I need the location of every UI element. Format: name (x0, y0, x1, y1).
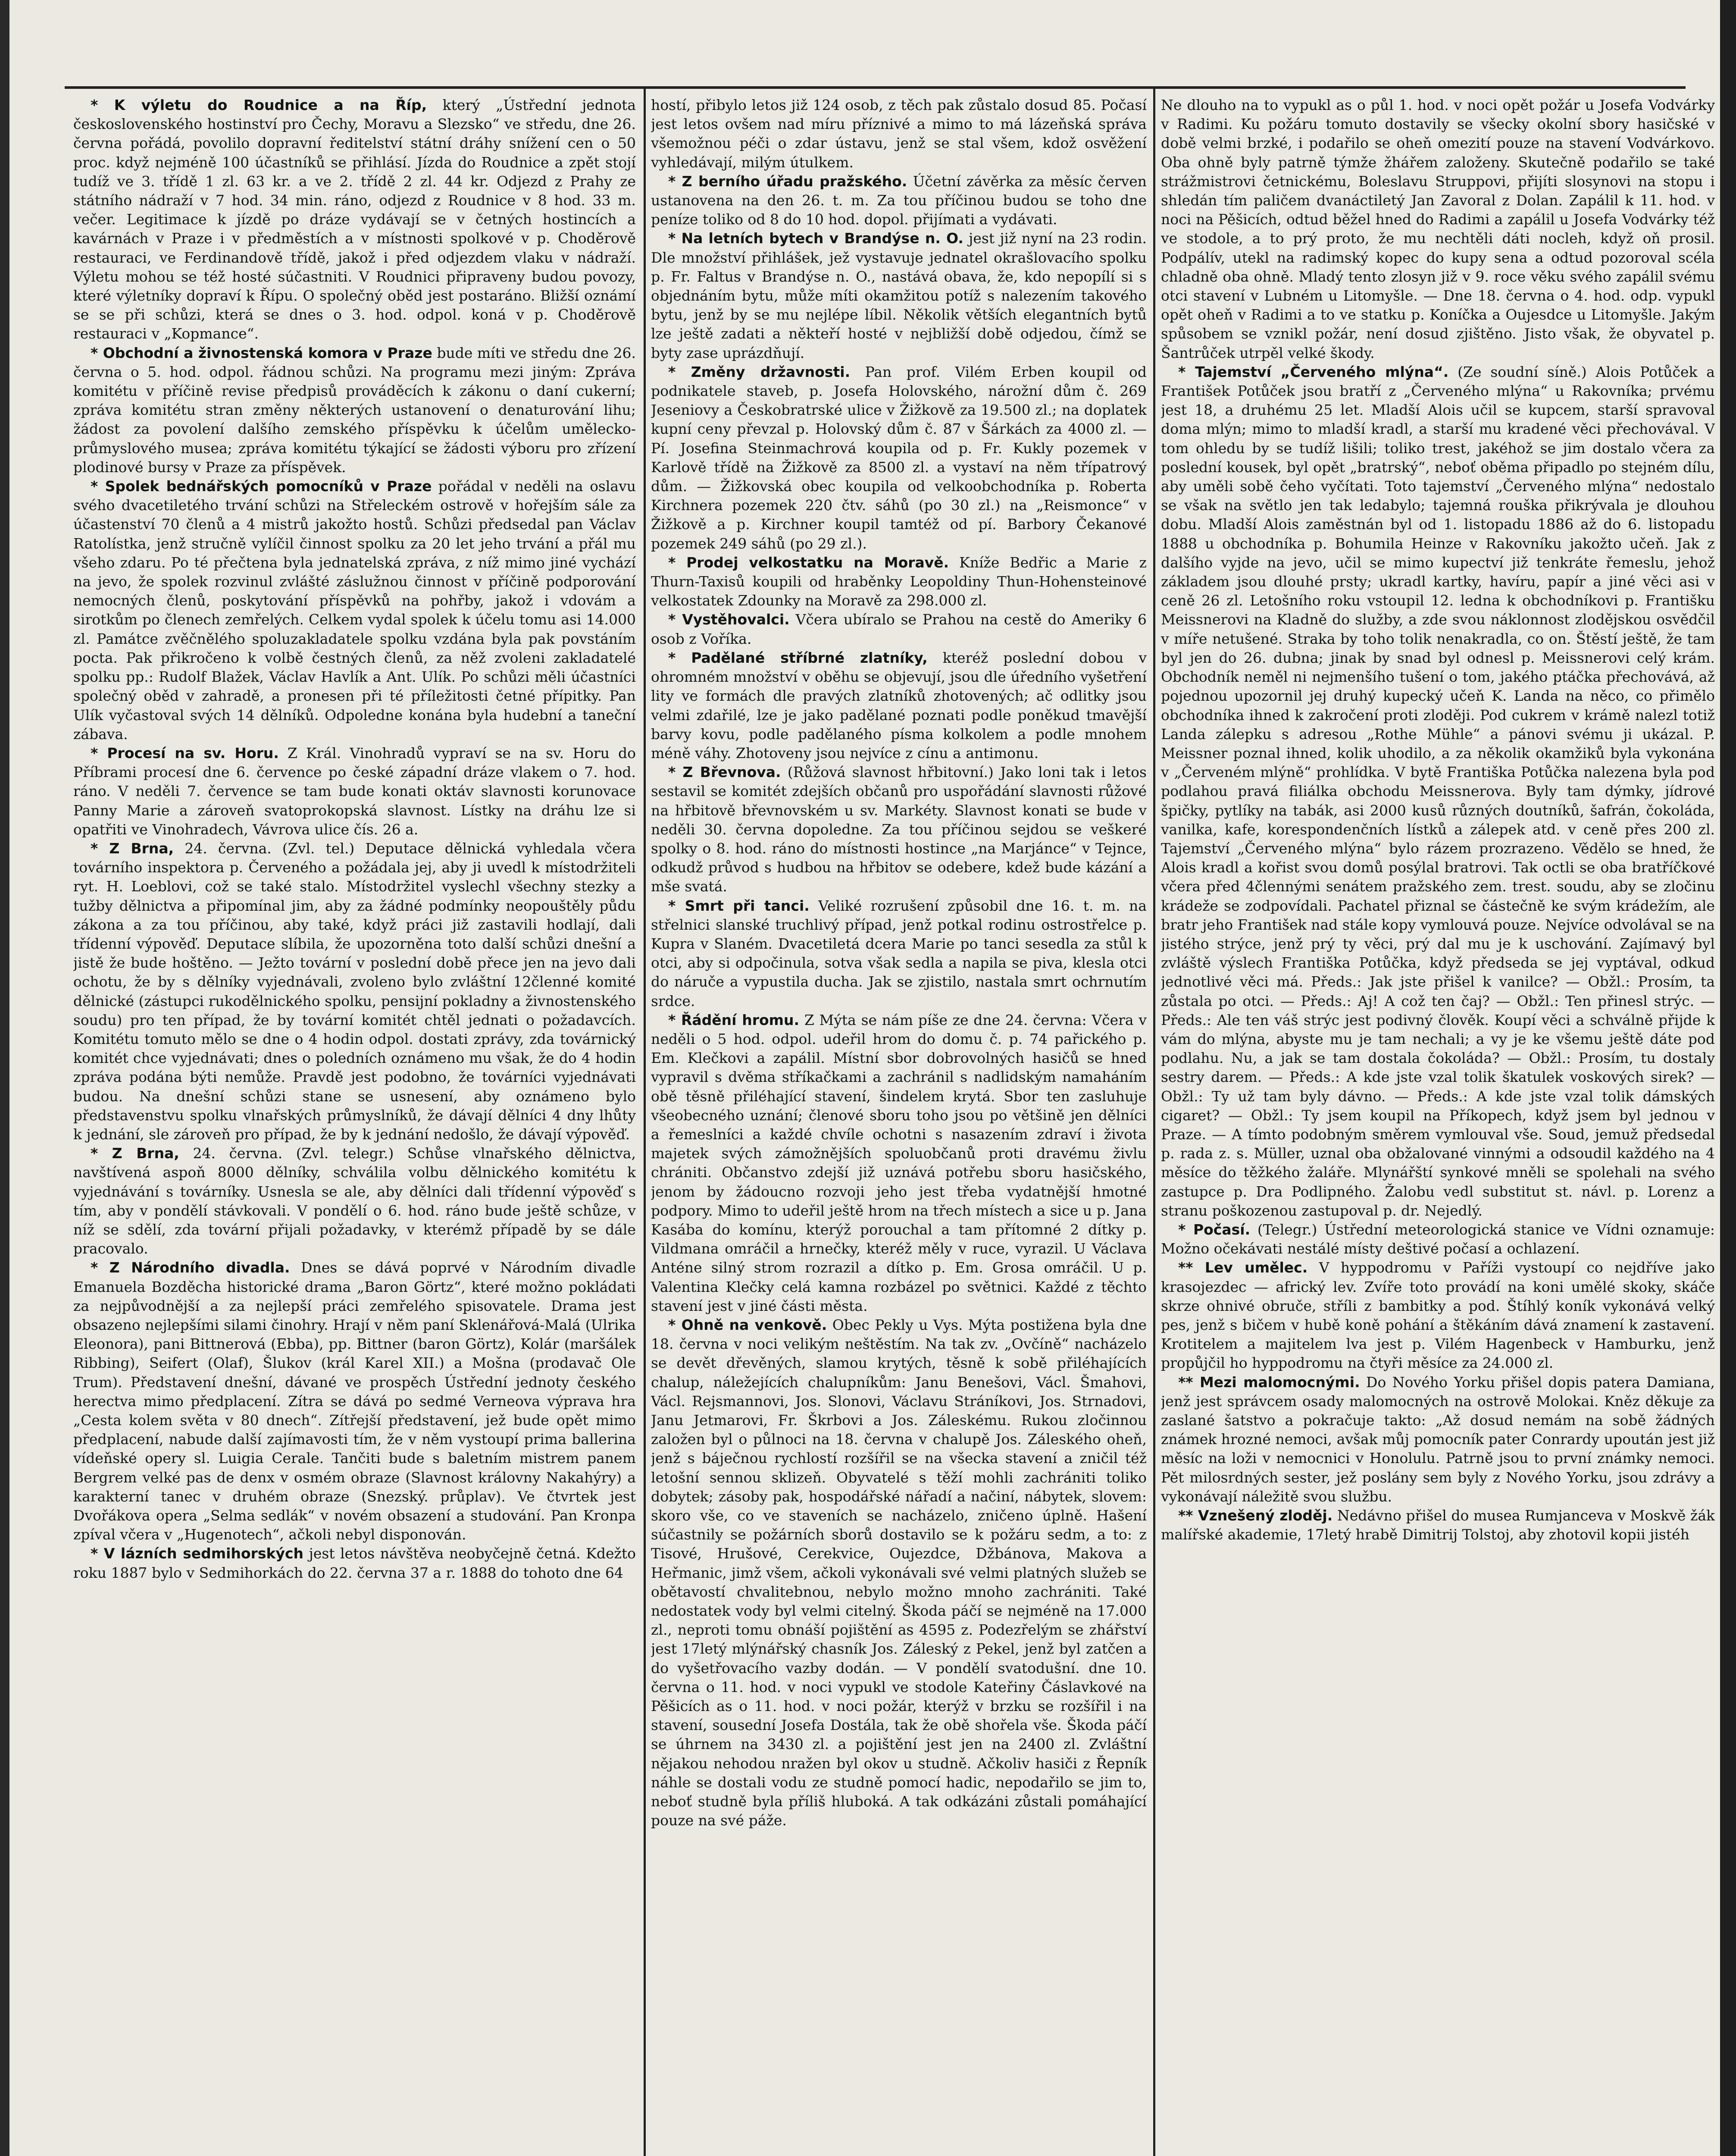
article-heading: * Z Břevnova. (668, 764, 781, 781)
article-text: Účetní závěrka za měsíc červen ustanovena na den 26. t. m. Za tou příčinou budou se toho dne peníze toliko od 8 do 10 hod. dopol. přijímati a vydávati. (651, 172, 1147, 228)
article-text: Obec Pekly u Vys. Mýta postižena byla dne 18. června v noci velikým neštěstím. Na tak zv. „Ovčíně“ nacházelo se devět dřevěných, slamou krytých, těsně k sobě přiléhajících chalup, náležejících chalupníkům: Janu Benešovi, Václ. Šmahovi, Václ. Rejsmannovi, Jos. Slonovi, Václavu Stráníkovi, Jos. Strnadovi, Janu Jetmarovi, Fr. Škrbovi a Jos. Záleskému. Rukou zločinnou založen byl o půlnoci na 18. června v chalupě Jos. Záleského oheň, jenž s báječnou rychlostí rozšířil se na všecka stavení a zničil též letošní sennou sklizeň. Obyvatelé s těží mohli zachrániti toliko dobytek; zásoby pak, hospodářské nářadí a načiní, nábytek, slovem: skoro vše, co ve staveních se nacházelo, zničeno úplně. Hašení súčastnily se požárních sborů dostavilo se k požáru sedm, a to: z Tisové, Hrušové, Cerekvice, Oujezdce, Džbánova, Makova a Heřmanic, jimž všem, ačkoli vykonávali své velmi platných služeb se obětavostí chvalitebnou, nebylo možno mnoho zachrániti. Také nedostatek vody byl velmi citelný. Škoda páčí se nejméně na 17.000 zl., neproti tomu obnáší pojištění as 4595 z. Podezřelým se zhářství jest 17letý mlýnářský chasník Jos. Záleský z Pekel, jenž byl zatčen a do vyšetřovacího vazby dodán. — V pondělí svatodušní. dne 10. června o 11. hod. v noci vypukl ve stodole Kateřiny Čáslavkové na Pěšicích as o 11. hod. v noci požár, kterýž v brzku se rozšířil i na stavení, sousední Josefa Dostála, tak že obě shořela vše. Škoda páčí se úhrnem na 3430 zl. a pojištění jest jen na 2400 zl. Zvláštní nějakou nehodou nražen byl okov u studně. Ačkoliv hasiči z Řepník náhle se dostali vodu ze studně pomocí hadic, nepodařilo se jim to, neboť studně byla příliš hluboká. A tak odkázáni zůstali pomáhající pouze na své páže. (651, 1316, 1147, 1829)
article-heading: * Z berního úřadu pražského. (668, 172, 907, 190)
article-text: Včera ubíralo se Prahou na cestě do Ameriky 6 osob z Voříka. (651, 611, 1147, 647)
article-paragraph (651, 229, 1147, 362)
article-text: bude míti ve středu dne 26. června o 5. hod. odpol. řádnou schůzi. Na programu mezi jiným: Zpráva komitétu v příčině revise předpisů prováděcích k zákonu o daní cukerní; zpráva komitétu stran změny některých ustanovení o denaturování lihu; žádost za povolení dalšího zemského příspěvku k účelům umělecko-průmyslového musea; zpráva komitétu týkající se žádosti výboru pro zřízení plodinové bursy v Praze za příspěvek. (73, 344, 636, 476)
article-paragraph (1161, 1220, 1715, 1258)
article-text: Ne dlouho na to vypukl as o půl 1. hod. v noci opět požár u Josefa Vodvárky v Radimi. Ku požáru tomuto dostavily se všecky okolní sbory hasičské v době velmi brzké, i podařilo se oheň omezití pouze na stavení Vodvárkovo. Oba ohně byly patrně týmže žhářem založeny. Skutečně podařilo se také strážmistrovi četnickému, Boleslavu Struppovi, přijíti slosynovi na stopu i shledán tím paličem dvanáctiletý Jan Zavoral z Dolan. Zapálil k 11. hod. v noci na Pěšicích, odtud běžel hned do Radimi a zapálil u Josefa Vodvárky též ve stodole, a to prý proto, že mu nechtěli dáti nocleh, když oň prosil. Podpálív, utekl na radimský kopec do kupy sena a odtud pozoroval scéla chladně oba ohně. Mladý tento zlosyn již v 9. roce věku svého zapálil svému otci stavení v Lubném u Litomyšle. — Dne 18. června o 4. hod. odp. vypukl opět oheň v Radimi a to ve statku p. Koníčka a Oujesdce u Litomyšle. Jakým spůsobem se vznikl požár, není dosud zjištěno. Jisto však, že obyvatel p. Šantrůček utrpěl velké škody. (1161, 97, 1715, 361)
column-divider-2 (1153, 89, 1155, 2156)
article-paragraph (651, 896, 1147, 1011)
article-paragraph (651, 363, 1147, 553)
column-2 (651, 96, 1147, 2156)
article-text: Nedávno přišel do musea Rumjanceva v Moskvě žák malířské akademie, 17letý hrabě Dimitrij Tolstoj, aby zhotovil kopii jistéh (1161, 1507, 1715, 1543)
article-heading: * Prodej velkostatku na Moravě. (668, 554, 949, 571)
article-paragraph (73, 1144, 636, 1258)
article-paragraph (1161, 96, 1715, 363)
scan-edge-left (0, 0, 9, 2156)
article-text: Z Mýta se nám píše ze dne 24. června: Včera v neděli o 5 hod. odpol. udeřil hrom do domu č. p. 74 pařického p. Em. Klečkovi a zapálil. Místní sbor dobrovolných hasičů se hned vypravil s dvěma stříkačkami a zachránil s nadlidským namaháním obě těsně přiléhající stavení, šindelem krytá. Sbor ten zasluhuje všeobecného uznání; členové sboru toho jsou po většině jen dělníci a řemeslníci a každé chvíle ochotni s nasazením zdraví i života majetek svých zámožnějších spoluobčanů proti dravému živlu chrániti. Občanstvo zdejší již uznává potřebu sboru hasičského, jenom by žádoucno rozvoji jeho jest třeba vydatnější hmotné podpory. Mimo to udeřil ještě hrom na třech místech a sice u p. Jana Kasába do komínu, kterýž porouchal a tam přítomné 2 dítky p. Vildmana omráčil a hrnečky, kteréž měly v ruce, vyrazil. U Václava Anténe silný strom rozrazil a dítko p. Em. Grosa omráčil. U p. Valentina Klečky celá kamna rozbázel po světnici. Každé z těchto stavení jest v jiné části města. (651, 1011, 1147, 1314)
article-text: kteréž poslední dobou v ohromném množství v oběhu se objevují, jsou dle úředního vyšetření lity ve formách dle pravých zlatníků zhotovených; ač odlitky jsou velmi zdařilé, lze je jako padělané poznati podle poněkud tmavější barvy kovu, podle padělaného písma kolkolem a podle mnohem méně váhy. Zhotoveny jsou nejvíce z cínu a antimonu. (651, 649, 1147, 761)
column-3 (1161, 96, 1715, 2156)
article-paragraph (73, 1258, 636, 1544)
article-text: (Telegr.) Ústřední meteorologická stanice ve Vídni oznamuje: Možno očekávati nestálé místy deštivé počasí a ochlazení. (1161, 1221, 1715, 1257)
article-text: 24. června. (Zvl. telegr.) Schůse vlnařského dělnictva, navštívená aspoň 8000 dělníky, schválila volbu dělnického komitétu k vyjednávání s továrníky. Usnesla se ale, aby dělníci dali třídenní výpověď s tím, aby v pondělí stávkovali. V pondělí o 6. hod. ráno bude ještě schůze, v níž se sdělí, zda tovární přijali požadavky, v kterémž případě by se dále pracovalo. (73, 1145, 636, 1257)
article-paragraph (651, 1316, 1147, 1830)
article-heading: * Počasí. (1178, 1221, 1251, 1238)
article-paragraph (651, 553, 1147, 611)
article-text: Kníže Bedřic a Marie z Thurn-Taxisů koupili od hraběnky Leopoldiny Thun-Hohensteinové velkostatek Zdounky na Moravě za 298.000 zl. (651, 554, 1147, 609)
article-heading: * Procesí na sv. Horu. (91, 744, 279, 761)
article-text: Pan prof. Vilém Erben koupil od podnikatele staveb, p. Josefa Holovského, nárožní dům č. 269 Jeseniovy a Českobratrské ulice v Žižkově za 19.500 zl.; na doplatek kupní ceny převzal p. Holovský dům č. 87 v Šárkách za 4000 zl. — Pí. Josefina Steinmachrová koupila od p. Fr. Kukly pozemek v Karlově třídě na Žižkově za 8500 zl. a vystaví na něm třípatrový dům. — Žižkovská obec koupila od velkoobchodníka p. Roberta Kirchnera pozemek 220 čtv. sáhů (po 30 zl.) na „Reismonce“ v Žižkově a p. Kirchner koupil tamtéž od pí. Barbory Čekanové pozemek 249 sáhů (po 29 zl.). (651, 363, 1147, 552)
column-divider-1 (644, 89, 646, 2156)
scan-edge-right (1720, 0, 1736, 2156)
article-heading: * Z Brna, (91, 1145, 179, 1162)
article-text: (Růžová slavnost hřbitovní.) Jako loni tak i letos sestavil se komitét zdejších občanů pro uspořádání slavnosti růžové na hřbitově břevnovském u sv. Markéty. Slavnost konati se bude v neděli 30. června dopoledne. Za tou příčinou sejdou se veškeré spolky o 8. hod. ráno do místnosti hostince „na Marjánce“ v Tejnce, odkudž průvod s hudbou na hřbitov se odebere, kdež bude kázání a mše svatá. (651, 764, 1147, 895)
article-heading: * Smrt při tanci. (668, 897, 810, 914)
article-text: který „Ústřední jednota československého hostinství pro Čechy, Moravu a Slezsko“ ve středu, dne 26. června pořádá, povolilo dopravní ředitelství státní dráhy snížení cen o 50 proc. když nejméně 100 účastníků se přihlásí. Jízda do Roudnice a zpět stojí tudíž ve 3. třídě 1 zl. 63 kr. a ve 2. třídě 2 zl. 44 kr. Odjezd z Prahy ze státního nádraží v 7 hod. 34 min. ráno, odjezd z Roudnice v 8 hod. 33 m. večer. Legitimace k jízdě po dráze vydávají se v četných hostincích a kavárnách v Praze i v předměstích a v místnosti spolkové v p. Choděrově restauraci, ve Ferdinandově třídě, jakož i před odjezdem vlaku v nádraží. Výletu mohou se též hosté súčastniti. V Roudnici připraveny budou povozy, které výletníky dopraví k Řípu. O společný oběd jest postaráno. Bližší oznámí se se při schůzi, která se dnes o 3. hod. odpol. koná v p. Choděrově restauraci v „Kopmance“. (73, 97, 636, 342)
article-text: Dnes se dává poprvé v Národním divadle Emanuela Bozděcha historické drama „Baron Görtz“, které možno pokládati za nejpůvodnější a za nejlepší práci zemřelého spisovatele. Drama jest obsazeno nejlepšími silami činohry. Hrají v něm paní Sklenářová-Malá (Ulrika Eleonora), pani Bittnerová (Ebba), pp. Bittner (baron Görtz), Kolár (maršálek Ribbing), Seifert (Olaf), Šlukov (král Karel XII.) a Mošna (prodavač Ole Trum). Představení dnešní, dávané ve prospěch Ústřední jednoty českého herectva mimo předplacení. Zítra se dává po sedmé Verneova výprava hra „Cesta kolem světa v 80 dnech“. Zítřejší představení, jež bude opět mimo předplacení, nabude další zajímavosti tím, že v něm vystoupí prima ballerina vídeňské opery sl. Luigia Cerale. Tančiti bude s baletním mistrem panem Bergrem velké pas de denx v osmém obraze (Slavnost královny Nakahýry) a karakterní tanec v druhém obraze (Snezský. průplav). Ve čtvrtek jest Dvořákova opera „Selma sedlák“ v novém obsazení a studování. Pan Kronpa zpíval včera v „Hugenotech“, ačkoli nebyl disponován. (73, 1259, 636, 1543)
article-heading: * Na letních bytech v Brandýse n. O. (668, 230, 963, 247)
article-text: jest již nyní na 23 rodin. Dle množství přihlášek, jež vystavuje jednatel okrašlovacího spolku p. Fr. Faltus v Brandýse n. O., nastává obava, že, kdo nepopílí si s objednáním bytu, může míti okamžitou potíž s nalezením takového bytu, jenž by se mu nejlépe líbil. Několik větších elegantních bytů lze ještě zadati a někteří hosté v nejbližší době odjedou, čímž se byty zase uprázdňují. (651, 230, 1147, 361)
article-text: Do Nového Yorku přišel dopis patera Damiana, jenž jest správcem osady malomocných na ostrově Molokai. Kněz děkuje za zaslané šatstvo a pokračuje takto: „Až dosud nemám na sobě žádných známek hrozné nemoci, avšak můj pomocník pater Conrardy upoután jest již měsíc na loži v nemocnici v Honolulu. Patrně jsou to první známky nemoci. Pět milosrdných sester, jež poslány sem byly z Nového Yorku, jsou zdrávy a vykonávají náležitě svou službu. (1161, 1373, 1715, 1505)
article-heading: * Tajemství „Červeného mlýna“. (1178, 363, 1449, 380)
article-text: Veliké rozrušení způsobil dne 16. t. m. na střelnici slanské truchlivý případ, jenž potkal rodinu ostrostřelce p. Kupra v Slaném. Dvacetiletá dcera Marie po tanci sesedla za stůl k otci, aby si odpočinula, sotva však sedla a napila se piva, klesla otci do náruče a vypustila ducha. Jak se zjistilo, nastala smrt ochrnutím srdce. (651, 897, 1147, 1009)
article-heading: * Změny državnosti. (668, 363, 851, 380)
article-paragraph (651, 763, 1147, 896)
article-text: Z Král. Vinohradů vypraví se na sv. Horu do Příbrami procesí dne 6. července po české západní dráze vlakem o 7. hod. ráno. V neděli 7. července se tam bude konati oktáv slavnosti korunovace Panny Marie a zároveň svatoprokopská slavnost. Lístky na dráhu lze si opatřiti ve Vinohradech, Vávrova ulice čís. 26 a. (73, 744, 636, 838)
article-paragraph (73, 344, 636, 477)
article-text: V hyppodromu v Paříži vystoupí co nejdříve jako krasojezdec — africký lev. Zvíře toto provádí na koni umělé skoky, skáče skrze ohnivé obruče, stříli z bambitky a pod. Štíhlý koník vykonává velký pes, jenž s bičem v hubě koně pohání a štěkáním dává znamení k zastavení. Krotitelem a majitelem lva jest p. Vilém Hagenbeck v Hamburku, jenž propůjčil ho hyppodromu na čtyři měsíce za 24.000 zl. (1161, 1259, 1715, 1372)
article-heading: * Vystěhovalci. (668, 611, 790, 628)
article-heading: * Z Národního divadla. (91, 1259, 290, 1276)
article-heading: * Z Brna, (91, 840, 174, 857)
article-heading: * Ohně na venkově. (668, 1316, 827, 1333)
top-rule (65, 86, 1686, 89)
article-text: (Ze soudní síně.) Alois Potůček a František Potůček jsou bratří z „Červeného mlýna“ u Rakovníka; prvému jest 18, a druhému 25 let. Mladší Alois učil se kupcem, starší spravoval doma mlýn; mimo to mladší kradl, a starší mu kradené věci přechovával. V tom ohledu by se tudíž lišili; toliko trest, jakéhož se jim dostalo včera za poslední kousek, byl opět „bratrský“, neboť oběma připadlo po stejném dílu, aby uměli sobě čeho vyčítati. Toto tajemství „Červeného mlýna“ nedostalo se však na světlo jen tak ledabylo; tajemná rouška přikrývala je dlouhou dobu. Mladší Alois zaměstnán byl od 1. listopadu 1886 až do 6. listopadu 1888 u obchodníka p. Bohumila Heinze v Rakovníku jakožto učeň. Jak z dalšího vyjde na jevo, učil se mimo kupectví již tenkráte řemeslu, jehož základem jsou dlouhé prsty; ukradl kartky, havíru, papír a jiné věci asi v ceně 26 zl. Letošního roku vstoupil 12. ledna k obchodníkovi p. Františku Meissnerovi na Kladně do služby, a zde svou náklonnost zlodějskou osvědčil v míře netušené. Straka by toho tolik nenakradla, co on. Štěstí ještě, že tam byl jen do 26. dubna; jinak by snad byl odnesl p. Meissnerovi celý krám. Obchodník neměl ni nejmenšího tušení o tom, jakého ptáčka přechovává, až pojednou upozornil jej druhý kupecký učeň K. Landa na něco, co přimělo obchodníka ihned k zakročení proti zloději. Pod cukrem v krámě nalezl totiž Landa zálepku s adresou „Rothe Mühle“ a pánovi svému ji ukázal. P. Meissner poznal ihned, kolik uhodilo, a za několik okamžiků byla vykonána v „Červeném mlýně“ prohlídka. V bytě Františka Potůčka nalezena byla pod podlahou pravá filiálka obchodu Meissnerova. Byly tam dýmky, jídrové špičky, pytlíky na tabák, asi 2000 kusů různých doutníků, šafrán, čokoláda, vanilka, kafe, korespondenčních lístků a zálepek atd. v ceně přes 200 zl. Tajemství „Červeného mlýna“ bylo rázem prozrazeno. Vědělo se hned, že Alois kradl a kořist svou domů posýlal bratrovi. Tak octli se oba bratříčkové včera před 4člennými senátem pražského zem. trest. soudu, aby se zločinu krádeže se zodpovídali. Pachatel přiznal se částečně ke svým krádežím, ale bratr jeho František nad stále kopy vymlouvá pouze. Nejvíce odvolával se na jistého strýce, jenž prý ty věci, prý dal mu je k uschování. Zajímavý byl zvláště výslech Františka Potůčka, když předseda se jej vyptával, odkud jednotlivé věci má. Předs.: Jak jste přišel k vanilce? — Obžl.: Prosím, ta zůstala po otci. — Předs.: Aj! A což ten čaj? — Obžl.: Ten přinesl strýc. — Předs.: Ale ten váš strýc jest podivný člověk. Koupí věci a schválně přijde k vám do mlýna, abyste mu je tam nechali; a vy je ke všemu ještě dáte pod podlahu. Nu, a jak se tam dostala čokoláda? — Obžl.: Prosím, tu dostaly sestry darem. — Předs.: A kde jste vzal tolik škatulek voskových sirek? — Obžl.: Ty už tam byly dávno. — Předs.: A kde jste vzal tolik dámských cigaret? — Obžl.: Ty jsem koupil na Příkopech, když jsem byl jednou v Praze. — A tímto podobným směrem vymlouval vše. Soud, jemuž předsedal p. rada z. s. Müller, uznal oba obžalované vinnými a odsoudil každého na 4 měsíce do těžkého žaláře. Mlynářští synkové mněli se spolehali na svého zastupce p. Dra Podlipného. Žalobu vedl substitut st. návl. p. Lorenz a stranu poškozenou zastupoval p. dr. Nejedlý. (1161, 363, 1715, 1219)
article-paragraph (1161, 1258, 1715, 1373)
column-1 (73, 96, 636, 2156)
article-paragraph (651, 96, 1147, 172)
article-paragraph (73, 96, 636, 344)
article-text: pořádal v neděli na oslavu svého dvacetiletého trvání schůzi na Střeleckém ostrově v hořejším sále za účastenství 70 členů a 4 mistrů jakožto hostů. Schůzi předsedal pan Václav Ratolístka, jenž stručně vylíčil činnost spolku za 20 let jeho trvání a přál mu všeho zdaru. Po té přečtena byla jednatelská zpráva, z níž mimo jiné vychází na jevo, že spolek rozvinul zvlášté záslužnou činnost v příčině podporování nemocných členů, poskytování příspěvků na pohřby, jakož i vdovám a sirotkům po členech zemřelých. Celkem vydal spolek k účelu tomu asi 14.000 zl. Památce zvěčnělého spoluzakladatele spolku vzdána byla pak povstáním pocta. Pak přikročeno k volbě čestných členů, za něž zvoleni zakladatelé spolku pp.: Rudolf Blažek, Václav Havlík a Ant. Ulík. Po schůzi měli účastníci společný oběd v zahradě, a pronesen při té příležitosti četné přípitky. Pan Ulík vyčastoval svých 14 dělníků. Odpoledne konána byla hudební a taneční zábava. (73, 478, 636, 743)
article-heading: * Řádění hromu. (668, 1011, 800, 1028)
article-paragraph (651, 172, 1147, 229)
article-heading: ** Lev umělec. (1178, 1259, 1308, 1276)
article-heading: ** Mezi malomocnými. (1178, 1373, 1360, 1391)
article-paragraph (73, 839, 636, 1144)
article-paragraph (73, 744, 636, 839)
article-text: hostí, přibylo letos již 124 osob, z těch pak zůstalo dosud 85. Počasí jest letos ovšem nad míru příznivé a mimo to má lázeňská správa všemožnou péči o zdar ústavu, jenž se stal všem, kdož osvěžení vyhledávají, milým útulkem. (651, 97, 1147, 171)
article-heading: * Obchodní a živnostenská komora v Praze (91, 344, 432, 361)
article-paragraph (1161, 1506, 1715, 1544)
article-paragraph (651, 1011, 1147, 1316)
article-paragraph (73, 477, 636, 744)
article-heading: ** Vznešený zloděj. (1178, 1507, 1333, 1524)
article-paragraph (651, 649, 1147, 763)
article-text: 24. června. (Zvl. tel.) Deputace dělnická vyhledala včera továrního inspektora p. Červeného a požádala jej, aby ji uvedl k místodržiteli ryt. H. Loeblovi, což se také stalo. Místodržitel vyslechl všechny stezky a tužby dělnictva a připomínal jim, aby za žádné podmínky neopouštěly půdu zákona a za tou příčinou, aby také, když práci již zastavili hodlají, dali třídenní výpověď. Deputace slíbila, že upozorněna toto další schůzi dnešní a jistě že bude hoštěno. — Ježto tovární v poslední době přece jen na jevo dali ochotu, že by s dělníky vyjednávali, zvoleno bylo zvláštní 12členné komité dělnické (zástupci rukodělnického spolku, pensijní pokladny a živnostenského soudu) pro ten případ, že by tovární komitét chtěl jednati o požadavcích. Komitétu tomuto mělo se dne o 4 hodin odpol. dostati zprávy, zda továrnický komitét chce vyjednávati; dnes o poledních oznámeno mu však, že do 4 hodin zpráva podána býti nemůže. Pravdě jest podobno, že továrníci vyjednávati budou. Na dnešní schůzi stane se usnesení, aby oznámeno bylo představenstvu spolku vlnařských průmyslníků, že dávají dělníci 4 dny lhůty k jednání, sle zároveň pro případ, že by k jednání nedošlo, že dávají výpověď. (73, 840, 636, 1143)
article-heading: * V lázních sedmihorských (91, 1545, 304, 1562)
article-heading: * Padělané stříbrné zlatníky, (668, 649, 928, 666)
article-paragraph (73, 1544, 636, 1582)
article-paragraph (1161, 363, 1715, 1220)
article-heading: * K výletu do Roudnice a na Říp, (91, 97, 427, 113)
article-heading: * Spolek bednářských pomocníků v Praze (91, 478, 432, 495)
article-paragraph (651, 610, 1147, 648)
article-paragraph (1161, 1373, 1715, 1506)
article-text: jest letos návštěva neobyčejně četná. Kdežto roku 1887 bylo v Sedmihorkách do 22. června 37 a r. 1888 do tohoto dne 64 (73, 1545, 636, 1581)
